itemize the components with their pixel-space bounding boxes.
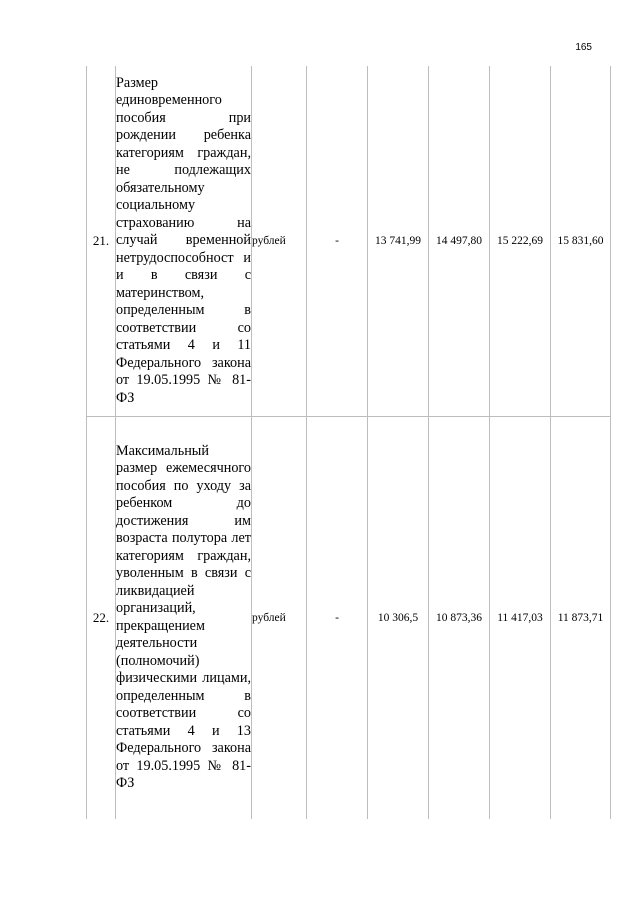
row-number: 22. [87,416,116,819]
row-number: 21. [87,66,116,416]
row-unit: рублей [252,416,307,819]
row-description-cell [116,66,252,416]
row-value-4: 15 831,60 [551,66,611,416]
table-row [87,66,611,416]
row-description: Максимальный размер ежемесячного пособия по уходу за ребенком до достижения им возраста полутора лет категориям граждан, уволенным в связи с ликвидацией организаций, прекращением деятельности (полномочий) физическими лицами, определенным в соответствии со статьями 4 и 13 Федерального закона от 19.05.1995 № 81-ФЗ [116,442,251,792]
page-number: 165 [575,42,592,53]
row-value-1: 10 306,5 [368,416,429,819]
row-description-cell [116,416,252,819]
row-value-3: 11 417,03 [490,416,551,819]
row-description: Размер единовременного пособия при рождении ребенка категориям граждан, не подлежащих обязательному социальному страхованию на случай временной нетрудоспособност и и в связи с материнством, определенным в соответствии со статьями 4 и 11 Федерального закона от 19.05.1995 № 81-ФЗ [116,74,251,406]
table-row [87,416,611,819]
row-dash: - [307,416,368,819]
row-value-3: 15 222,69 [490,66,551,416]
row-value-2: 10 873,36 [429,416,490,819]
row-unit: рублей [252,66,307,416]
row-value-1: 13 741,99 [368,66,429,416]
row-value-2: 14 497,80 [429,66,490,416]
row-dash: - [307,66,368,416]
indicators-table [86,66,611,819]
row-value-4: 11 873,71 [551,416,611,819]
